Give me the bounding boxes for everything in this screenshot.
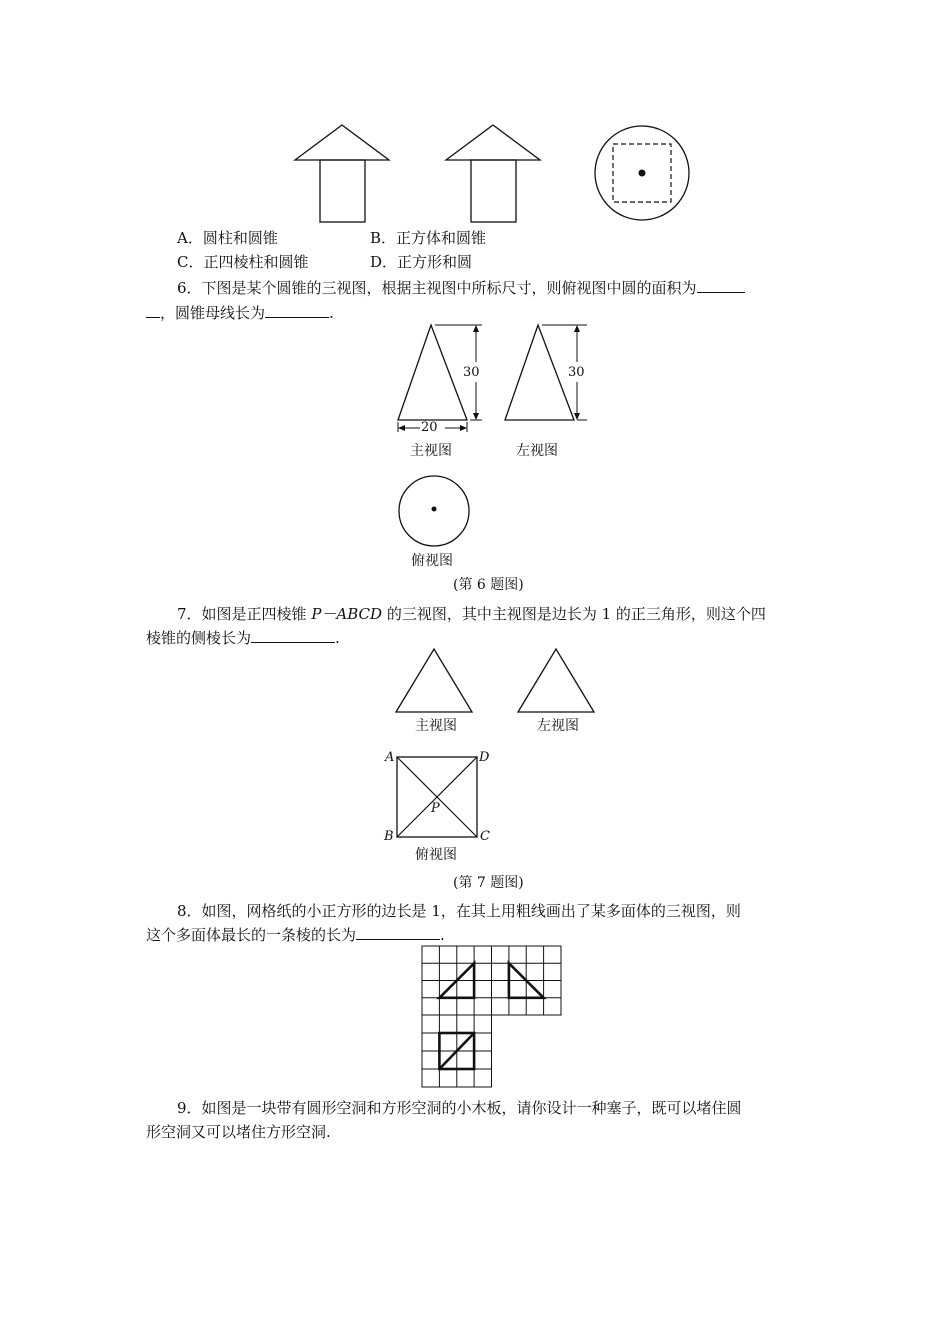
q6-caption: (第 6 题图) (453, 577, 524, 593)
q5-figure-top-view (592, 123, 692, 223)
q8-line1: 8．如图，网格纸的小正方形的边长是 1，在其上用粗线画出了某多面体的三视图，则 (177, 902, 741, 920)
q7-label-front: 主视图 (415, 718, 457, 734)
q6-answer-blank-area (697, 278, 745, 293)
q7-text-pre: 7．如图是正四棱锥 (177, 605, 312, 623)
q9-line1: 9．如图是一块带有圆形空洞和方形空洞的小木板，请你设计一种塞子，既可以堵住圆 (177, 1099, 742, 1117)
q7-answer-blank (251, 628, 335, 643)
q6-question-text: 6．下图是某个圆锥的三视图，根据主视图中所标尺寸，则俯视图中圆的面积为 (177, 279, 697, 297)
q8-grid-figure (421, 945, 563, 1089)
q5-figure-side-view (441, 120, 551, 230)
q7-period: . (335, 629, 340, 647)
q8-text-line2: 这个多面体最长的一条棱的长为 (146, 926, 357, 944)
q5-option-c: C．正四棱柱和圆锥 (177, 253, 309, 271)
q6-line1 (177, 278, 745, 298)
q8-answer-blank (356, 925, 440, 940)
q6-period: . (329, 304, 334, 322)
q7-text-post: 的三视图，其中主视图是边长为 1 的正三角形，则这个四 (382, 605, 766, 623)
q6-answer-blank-slant (265, 303, 329, 318)
q6-dim-base: 20 (421, 420, 438, 435)
q7-line1 (177, 604, 766, 624)
q7-label-top: 俯视图 (415, 847, 457, 863)
q7-vertex-b: B (384, 829, 394, 844)
q8-period: . (440, 926, 445, 944)
q7-vertex-p: P (431, 801, 440, 816)
q6-question-text-2: ，圆锥母线长为 (160, 304, 266, 322)
q9-line2: 形空洞又可以堵住方形空洞. (146, 1123, 331, 1141)
q7-side-view (515, 646, 597, 716)
q6-dim-height-side: 30 (568, 365, 585, 380)
q7-vertex-a: A (385, 750, 395, 765)
q6-label-front: 主视图 (410, 443, 452, 459)
q5-option-d: D．正方形和圆 (370, 253, 473, 271)
q6-dim-height-front: 30 (463, 365, 480, 380)
q6-label-top: 俯视图 (411, 553, 453, 569)
q7-label-side: 左视图 (537, 718, 579, 734)
q6-answer-blank-area-cont (146, 303, 160, 318)
q6-label-side: 左视图 (516, 443, 558, 459)
q6-line2 (146, 303, 334, 323)
q7-line2 (146, 628, 340, 648)
q6-top-view (396, 473, 472, 549)
q5-option-b: B．正方体和圆锥 (370, 229, 487, 247)
q8-line2 (146, 925, 445, 945)
q7-pyramid-name: P－ABCD (311, 605, 383, 623)
q7-text-line2: 棱锥的侧棱长为 (146, 629, 252, 647)
q7-vertex-c: C (480, 829, 490, 844)
q7-front-view (393, 646, 475, 716)
q5-figure-front-view (290, 120, 400, 230)
q7-caption: (第 7 题图) (453, 875, 524, 891)
q7-top-view-square (396, 756, 478, 838)
q7-vertex-d: D (479, 750, 490, 765)
q5-option-a: A．圆柱和圆锥 (177, 229, 278, 247)
